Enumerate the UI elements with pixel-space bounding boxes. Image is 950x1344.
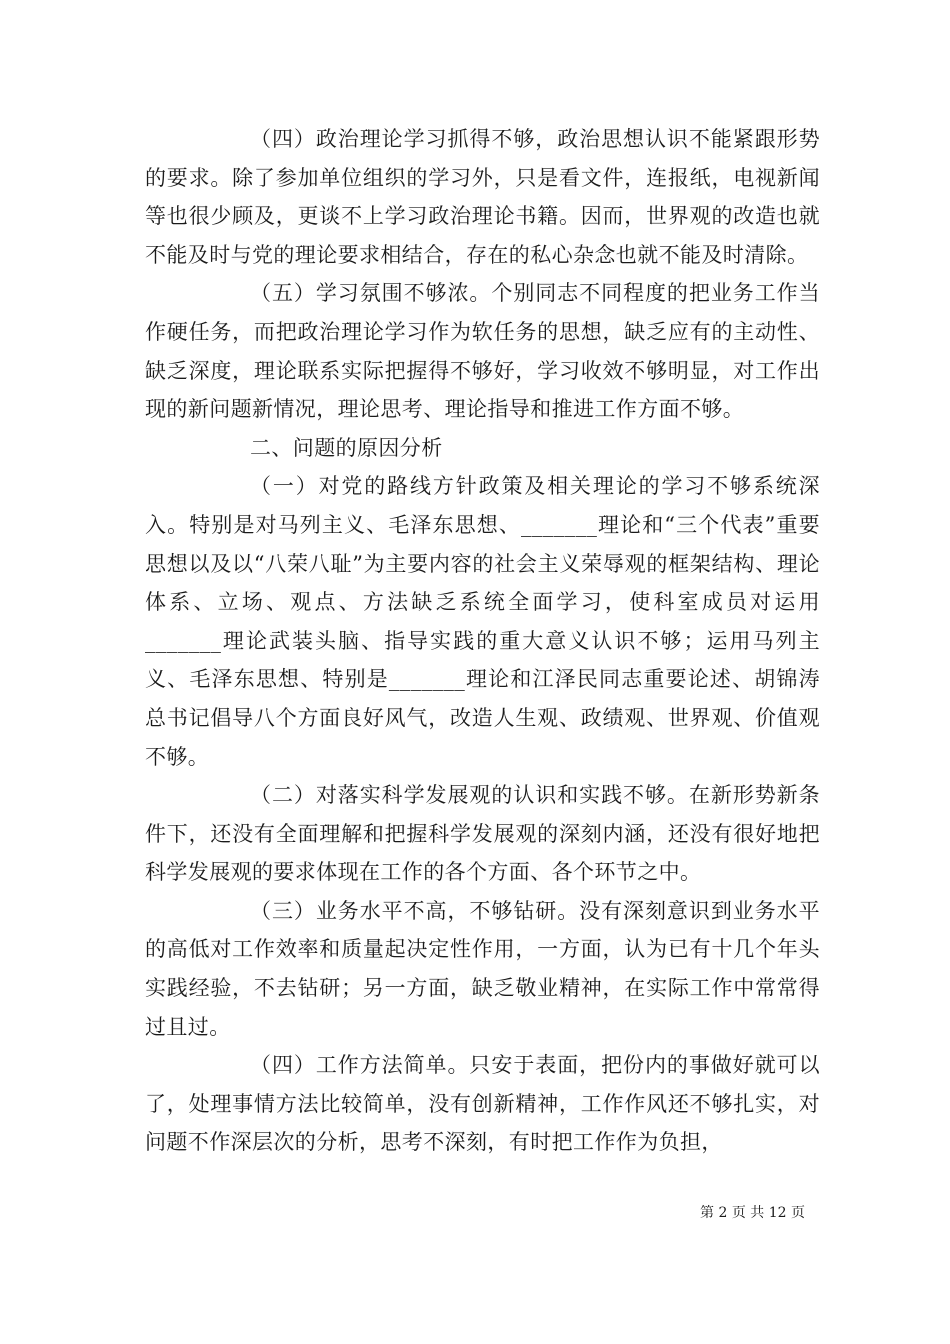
section-heading-cause-analysis: 二、问题的原因分析 bbox=[250, 435, 443, 460]
paragraph-work-method: （四）工作方法简单。只安于表面，把份内的事做好就可以了，处理事情方法比较简单，没有创新精神，工作作风还不够扎实，对问题不作深层次的分析，思考不深刻，有时把工作作为负担， bbox=[145, 1053, 820, 1155]
document-body bbox=[145, 120, 820, 1162]
paragraph-political-theory-study: （四）政治理论学习抓得不够，政治思想认识不能紧跟形势的要求。除了参加单位组织的学习外，只是看文件，连报纸，电视新闻等也很少顾及，更谈不上学习政治理论书籍。因而，世界观的改造也就不能及时与党的理论要求相结合，存在的私心杂念也就不能及时清除。 bbox=[145, 127, 820, 267]
paragraph-business-level: （三）业务水平不高，不够钻研。没有深刻意识到业务水平的高低对工作效率和质量起决定性作用，一方面，认为已有十几个年头实践经验，不去钻研；另一方面，缺乏敬业精神，在实际工作中常常得过且过。 bbox=[145, 898, 820, 1039]
paragraph-scientific-development: （二）对落实科学发展观的认识和实践不够。在新形势新条件下，还没有全面理解和把握科学发展观的深刻内涵，还没有很好地把科学发展观的要求体现在工作的各个方面、各个环节之中。 bbox=[145, 783, 820, 885]
paragraph-theory-study-insufficient: （一）对党的路线方针政策及相关理论的学习不够系统深入。特别是对马列主义、毛泽东思想、_______理论和“三个代表”重要思想以及以“八荣八耻”为主要内容的社会主义荣辱观的框架结构、理论体系、立场、观点、方法缺乏系统全面学习，使科室成员对运用_______理论武装头脑、指导实践的重大意义认识不够；运用马列主义、毛泽东思想、特别是_______理论和江泽民同志重要论述、胡锦涛总书记倡导八个方面良好风气，改造人生观、政绩观、世界观、价值观不够。 bbox=[145, 474, 820, 769]
paragraph-study-atmosphere: （五）学习氛围不够浓。个别同志不同程度的把业务工作当作硬任务，而把政治理论学习作为软任务的思想，缺乏应有的主动性、缺乏深度，理论联系实际把握得不够好，学习收效不够明显，对工作出现的新问题新情况，理论思考、理论指导和推进工作方面不够。 bbox=[145, 281, 820, 422]
page-number-footer: 第 2 页 共 12 页 bbox=[700, 1205, 805, 1221]
